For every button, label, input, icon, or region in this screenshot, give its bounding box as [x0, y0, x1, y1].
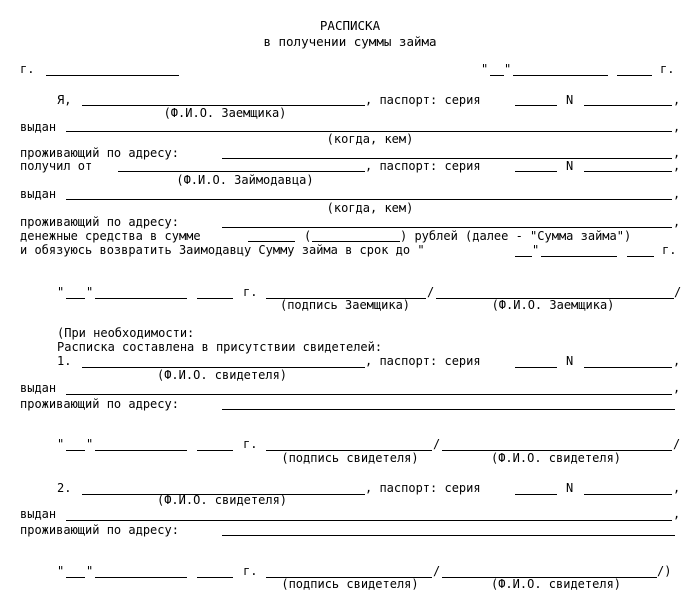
witness2-issued-label: выдан — [20, 507, 57, 521]
witness1-sign-fio-hint: (Ф.И.О. свидетеля) — [490, 451, 622, 465]
borrower-fio-hint: (Ф.И.О. Заемщика) — [163, 106, 287, 120]
borrower-passport-series-field[interactable] — [515, 105, 557, 106]
date-year-field[interactable] — [617, 75, 652, 76]
lender-received-label: получил от — [20, 159, 93, 173]
witness1-sign-year-field[interactable] — [197, 450, 233, 451]
city-prefix: г. — [20, 62, 35, 76]
lender-number-label: N — [566, 159, 574, 173]
witness1-issued-field[interactable] — [66, 394, 672, 395]
lender-passport-label: , паспорт: серия — [365, 159, 481, 173]
borrower-passport-label: , паспорт: серия — [365, 93, 481, 107]
witness2-passport-number-field[interactable] — [584, 494, 672, 495]
date-close-quote: " — [504, 62, 512, 76]
borrower-sign-year-field[interactable] — [197, 298, 233, 299]
money-amount-words-field[interactable] — [312, 241, 400, 242]
lender-issued-hint: (когда, кем) — [326, 201, 414, 215]
witness2-sign-slash: / — [433, 564, 441, 578]
witness-note-line2: Расписка составлена в присутствии свидетелей: — [57, 340, 383, 354]
borrower-number-label: N — [566, 93, 574, 107]
borrower-sign-slash: / — [427, 285, 435, 299]
witness1-sign-open-quote: " — [57, 437, 65, 451]
witness1-passport-label: , паспорт: серия — [365, 354, 481, 368]
witness1-address-field[interactable] — [222, 409, 675, 410]
document-title: РАСПИСКА — [319, 18, 381, 33]
lender-address-label: проживающий по адресу: — [20, 215, 179, 229]
witness2-signature-hint: (подпись свидетеля) — [281, 577, 419, 591]
witness1-passport-number-field[interactable] — [584, 367, 672, 368]
witness-note-line1: (При необходимости: — [57, 326, 195, 340]
witness2-sign-close-quote: " — [86, 564, 94, 578]
borrower-sign-open-quote: " — [57, 285, 65, 299]
witness2-sign-month-field[interactable] — [95, 577, 187, 578]
city-field[interactable] — [46, 75, 179, 76]
witness2-passport-series-field[interactable] — [515, 494, 557, 495]
return-quote: " — [532, 243, 540, 257]
witness2-fio-hint: (Ф.И.О. свидетеля) — [156, 493, 288, 507]
witness2-sign-year-suffix: г. — [243, 564, 258, 578]
borrower-lead: Я, — [57, 93, 72, 107]
money-amount-digits-field[interactable] — [248, 241, 295, 242]
date-day-field[interactable] — [490, 75, 504, 76]
loan-receipt-document: РАСПИСКА в получении суммы займа г. " " г. Я, , паспорт: серия N , (Ф.И.О. Заемщика) выдан , (когда, кем) проживающий по адресу: , получил от , паспорт: серия N , (Ф.И.О. Займодавца) выдан , (когда, кем) проживающий по адресу: , денежные средства в сумме ( ) рублей (далее - "Сумма займа") и обязуюсь возвратить Заимодавцу Сумму займа в срок до " " г. " " г. / / (подпись Заемщика) (Ф.И.О. Заемщика) (При необходимости: Расписка составлена в присутствии свидетелей: 1. , паспорт: серия N , (Ф.И.О. свидетеля) выдан , проживающий по адресу: " " г. / / (подпись свидетеля) (Ф.И.О. свидетеля) 2. , паспорт: серия N , (Ф.И.О. свидетеля) выдан , проживающий по адресу: " " г. / /) (подпись свидетеля) (Ф.И.О. свидетеля) — [20, 18, 682, 591]
borrower-passport-number-field[interactable] — [584, 105, 672, 106]
witness2-sign-day-field[interactable] — [66, 577, 85, 578]
borrower-sign-close-quote: " — [86, 285, 94, 299]
lender-address-field[interactable] — [222, 227, 672, 228]
witness2-number-label: N — [566, 481, 574, 495]
witness1-sign-year-suffix: г. — [243, 437, 258, 451]
date-year-suffix: г. — [660, 62, 675, 76]
borrower-sign-end-slash: / — [674, 285, 682, 299]
witness1-sign-month-field[interactable] — [95, 450, 187, 451]
witness2-passport-label: , паспорт: серия — [365, 481, 481, 495]
witness2-sign-fio-hint: (Ф.И.О. свидетеля) — [490, 577, 622, 591]
money-line-start: денежные средства в сумме — [20, 229, 201, 243]
borrower-issued-hint: (когда, кем) — [326, 132, 414, 146]
return-day-field[interactable] — [515, 256, 532, 257]
lender-fio-field[interactable] — [118, 171, 365, 172]
borrower-sign-day-field[interactable] — [66, 298, 85, 299]
witness1-issued-label: выдан — [20, 381, 57, 395]
money-paren-open: ( — [304, 229, 312, 243]
return-month-field[interactable] — [541, 256, 617, 257]
borrower-issued-label: выдан — [20, 120, 57, 134]
lender-passport-number-field[interactable] — [584, 171, 672, 172]
lender-fio-hint: (Ф.И.О. Займодавца) — [176, 173, 314, 187]
borrower-sign-month-field[interactable] — [95, 298, 187, 299]
lender-issued-field[interactable] — [66, 199, 672, 200]
borrower-signature-hint: (подпись Заемщика) — [279, 298, 411, 312]
witness1-signature-hint: (подпись свидетеля) — [281, 451, 419, 465]
witness2-sign-year-field[interactable] — [197, 577, 233, 578]
witness1-sign-day-field[interactable] — [66, 450, 85, 451]
witness1-sign-end-slash: / — [673, 437, 681, 451]
witness1-sign-slash: / — [433, 437, 441, 451]
obligation-line: и обязуюсь возвратить Заимодавцу Сумму займа в срок до " — [20, 243, 425, 257]
date-month-field[interactable] — [513, 75, 608, 76]
document-subtitle: в получении суммы займа — [263, 34, 437, 49]
witness1-address-label: проживающий по адресу: — [20, 397, 179, 411]
witness1-fio-hint: (Ф.И.О. свидетеля) — [156, 368, 288, 382]
witness2-sign-end-paren: /) — [657, 564, 672, 578]
borrower-address-label: проживающий по адресу: — [20, 146, 179, 160]
witness2-address-field[interactable] — [222, 535, 675, 536]
lender-passport-series-field[interactable] — [515, 171, 557, 172]
witness2-number: 2. — [57, 481, 72, 495]
borrower-sign-year-suffix: г. — [243, 285, 258, 299]
date-open-quote: " — [481, 62, 489, 76]
witness1-number: 1. — [57, 354, 72, 368]
witness2-issued-field[interactable] — [66, 520, 672, 521]
return-year-suffix: г. — [662, 243, 677, 257]
return-year-field[interactable] — [627, 256, 654, 257]
witness1-passport-series-field[interactable] — [515, 367, 557, 368]
witness2-address-label: проживающий по адресу: — [20, 523, 179, 537]
borrower-sign-fio-hint: (Ф.И.О. Заемщика) — [491, 298, 615, 312]
lender-issued-label: выдан — [20, 187, 57, 201]
witness1-sign-close-quote: " — [86, 437, 94, 451]
money-line-end: ) рублей (далее - "Сумма займа") — [400, 229, 632, 243]
witness1-number-label: N — [566, 354, 574, 368]
witness2-sign-open-quote: " — [57, 564, 65, 578]
